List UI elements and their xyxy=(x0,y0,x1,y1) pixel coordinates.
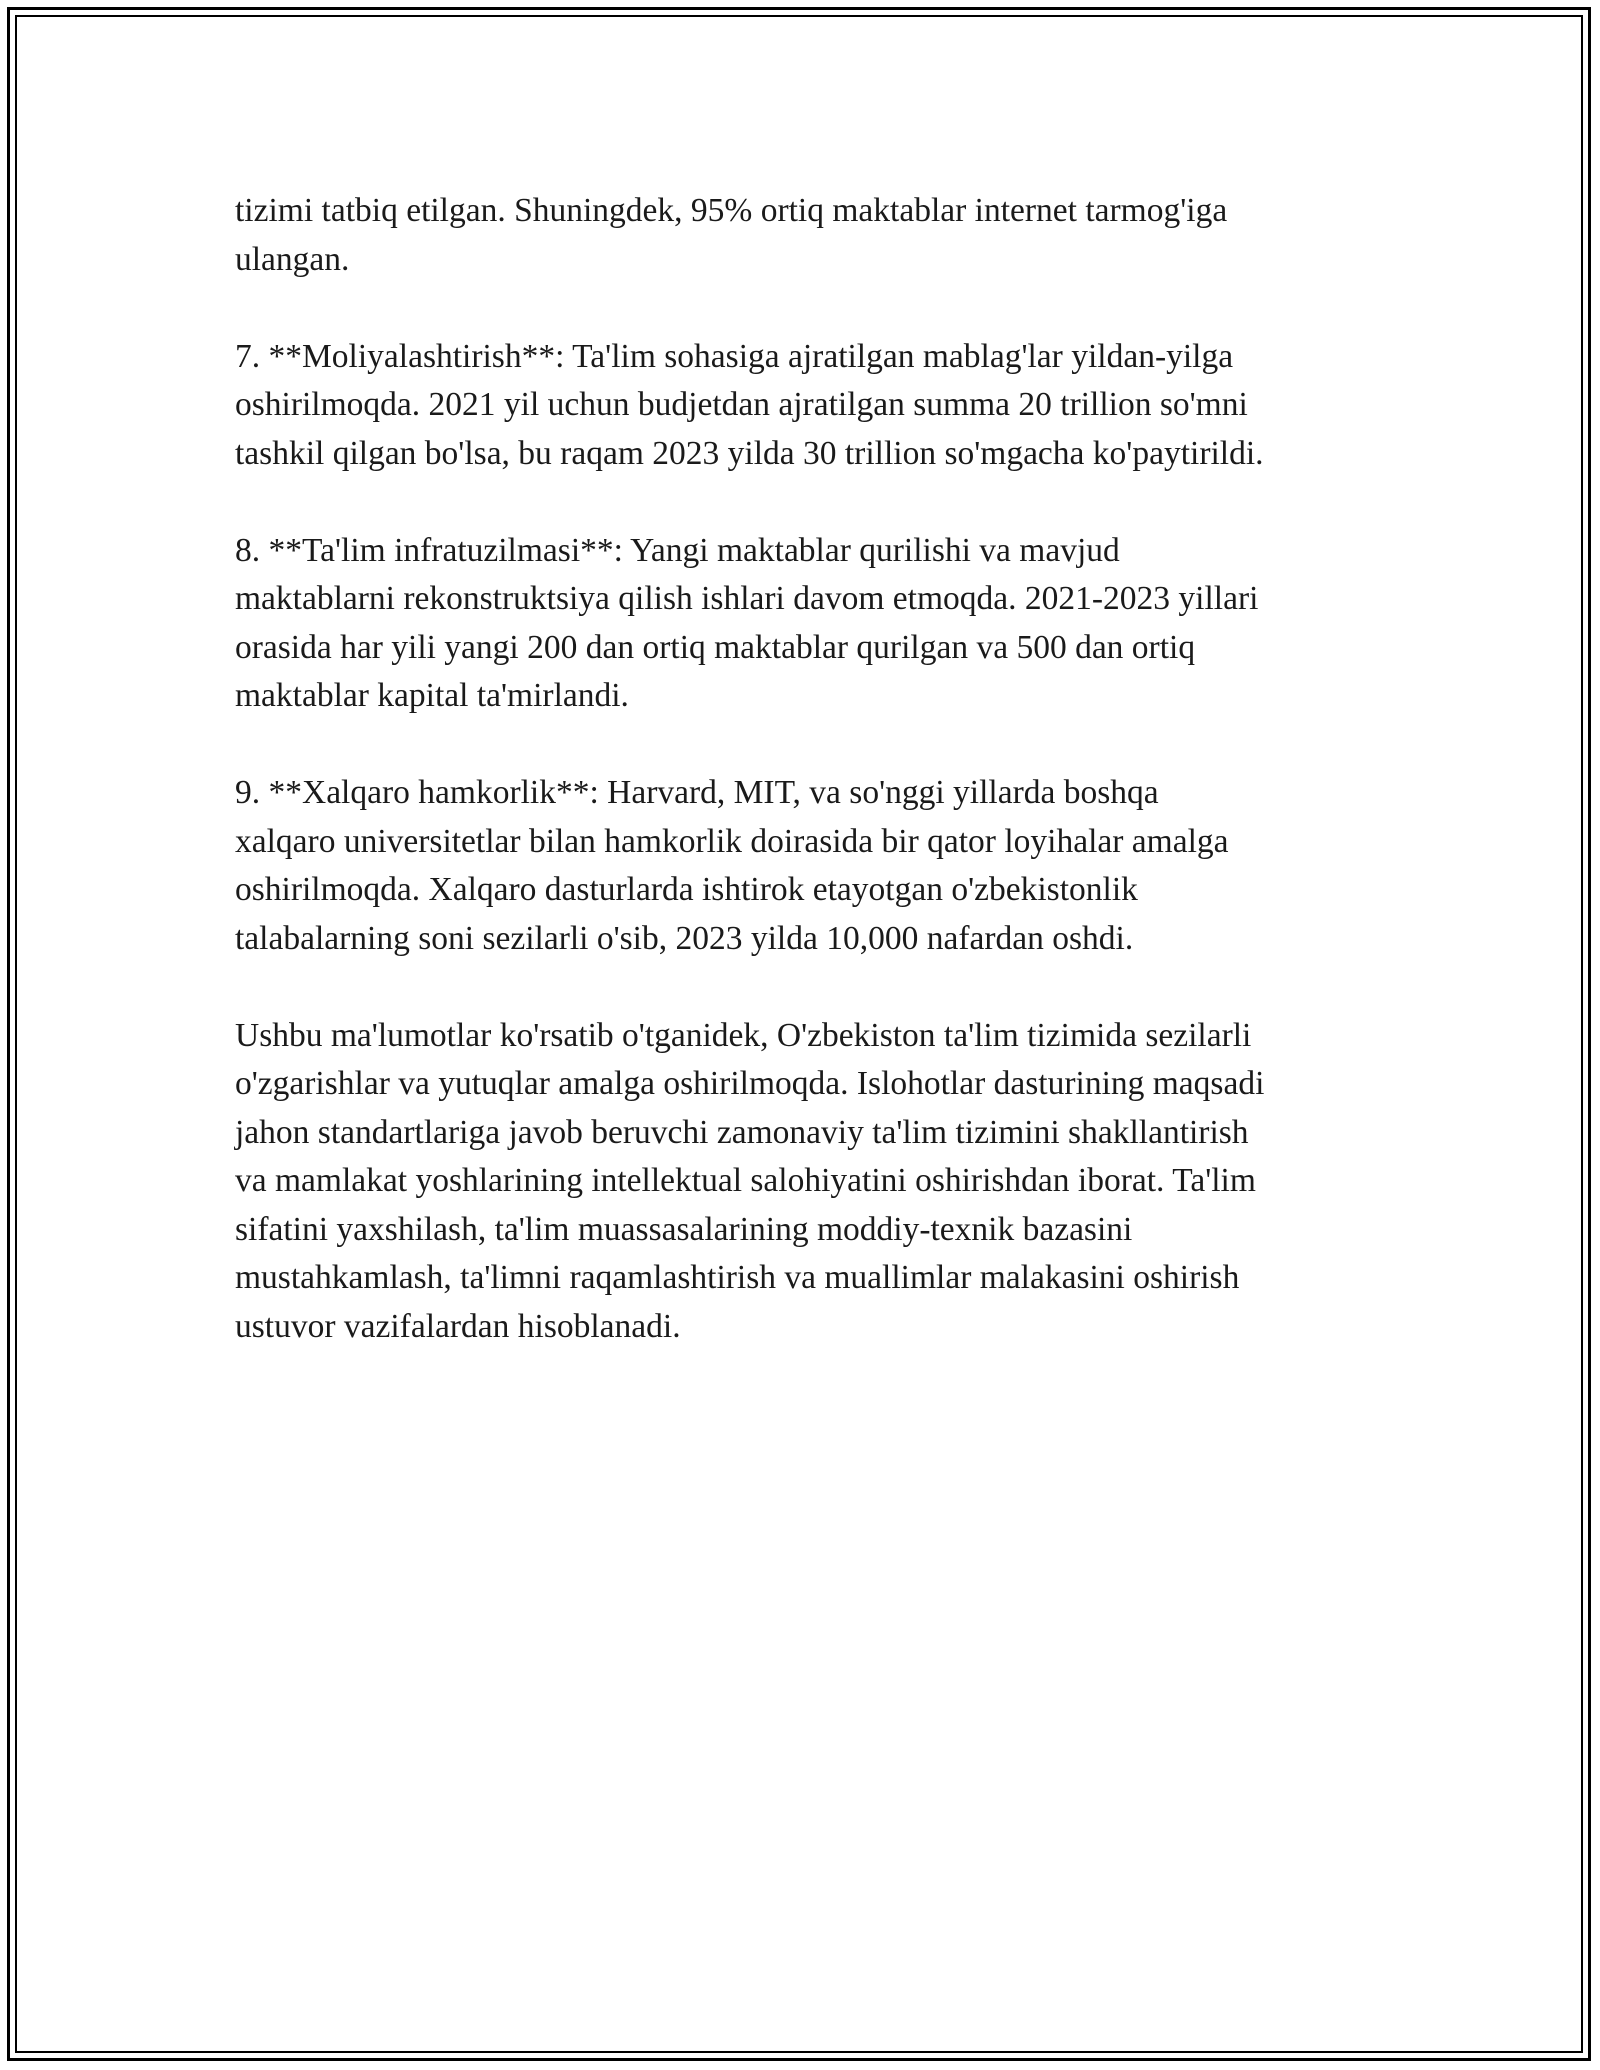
text-line: orasida har yili yangi 200 dan ortiq maktablar qurilgan va 500 dan ortiq xyxy=(235,628,1196,666)
text-line: 8. **Ta'lim infratuzilmasi**: Yangi maktablar qurilishi va mavjud xyxy=(235,531,1120,569)
document-body xyxy=(235,187,1375,1400)
text-line: maktablarni rekonstruktsiya qilish ishlari davom etmoqda. 2021-2023 yillari xyxy=(235,580,1259,617)
text-line: sifatini yaxshilash, ta'lim muassasalarining moddiy-texnik bazasini xyxy=(235,1210,1133,1248)
text-line: ulangan. xyxy=(235,240,350,278)
text-line: va mamlakat yoshlarining intellektual salohiyatini oshirishdan iborat. Ta'lim xyxy=(235,1162,1256,1199)
paragraph-item-7 xyxy=(235,333,1375,479)
text-line: 7. **Moliyalashtirish**: Ta'lim sohasiga ajratilgan mablag'lar yildan-yilga xyxy=(235,337,1234,375)
text-line: tashkil qilgan bo'lsa, bu raqam 2023 yilda 30 trillion so'mgacha ko'paytirildi. xyxy=(235,434,1264,472)
paragraph-conclusion xyxy=(235,1012,1375,1352)
text-line: mustahkamlash, ta'limni raqamlashtirish va muallimlar malakasini oshirish xyxy=(235,1259,1240,1296)
text-line: ustuvor vazifalardan hisoblanadi. xyxy=(235,1307,681,1345)
text-line: oshirilmoqda. Xalqaro dasturlarda ishtirok etayotgan o'zbekistonlik xyxy=(235,871,1138,908)
paragraph-item-9 xyxy=(235,769,1375,963)
paragraph-item-8 xyxy=(235,527,1375,721)
text-line: o'zgarishlar va yutuqlar amalga oshirilmoqda. Islohotlar dasturining maqsadi xyxy=(235,1065,1265,1102)
text-line: talabalarning soni sezilarli o'sib, 2023 yilda 10,000 nafardan oshdi. xyxy=(235,919,1134,957)
text-line: jahon standartlariga javob beruvchi zamonaviy ta'lim tizimini shakllantirish xyxy=(235,1113,1249,1151)
text-line: oshirilmoqda. 2021 yil uchun budjetdan ajratilgan summa 20 trillion so'mni xyxy=(235,386,1248,423)
text-line: tizimi tatbiq etilgan. Shuningdek, 95% ortiq maktablar internet tarmog'iga xyxy=(235,192,1228,229)
text-line: maktablar kapital ta'mirlandi. xyxy=(235,677,629,714)
text-line: xalqaro universitetlar bilan hamkorlik doirasida bir qator loyihalar amalga xyxy=(235,822,1229,860)
text-line: 9. **Xalqaro hamkorlik**: Harvard, MIT, va so'nggi yillarda boshqa xyxy=(235,774,1159,811)
text-line: Ushbu ma'lumotlar ko'rsatib o'tganidek, O'zbekiston ta'lim tizimida sezilarli xyxy=(235,1016,1252,1054)
paragraph-continuation xyxy=(235,187,1375,284)
